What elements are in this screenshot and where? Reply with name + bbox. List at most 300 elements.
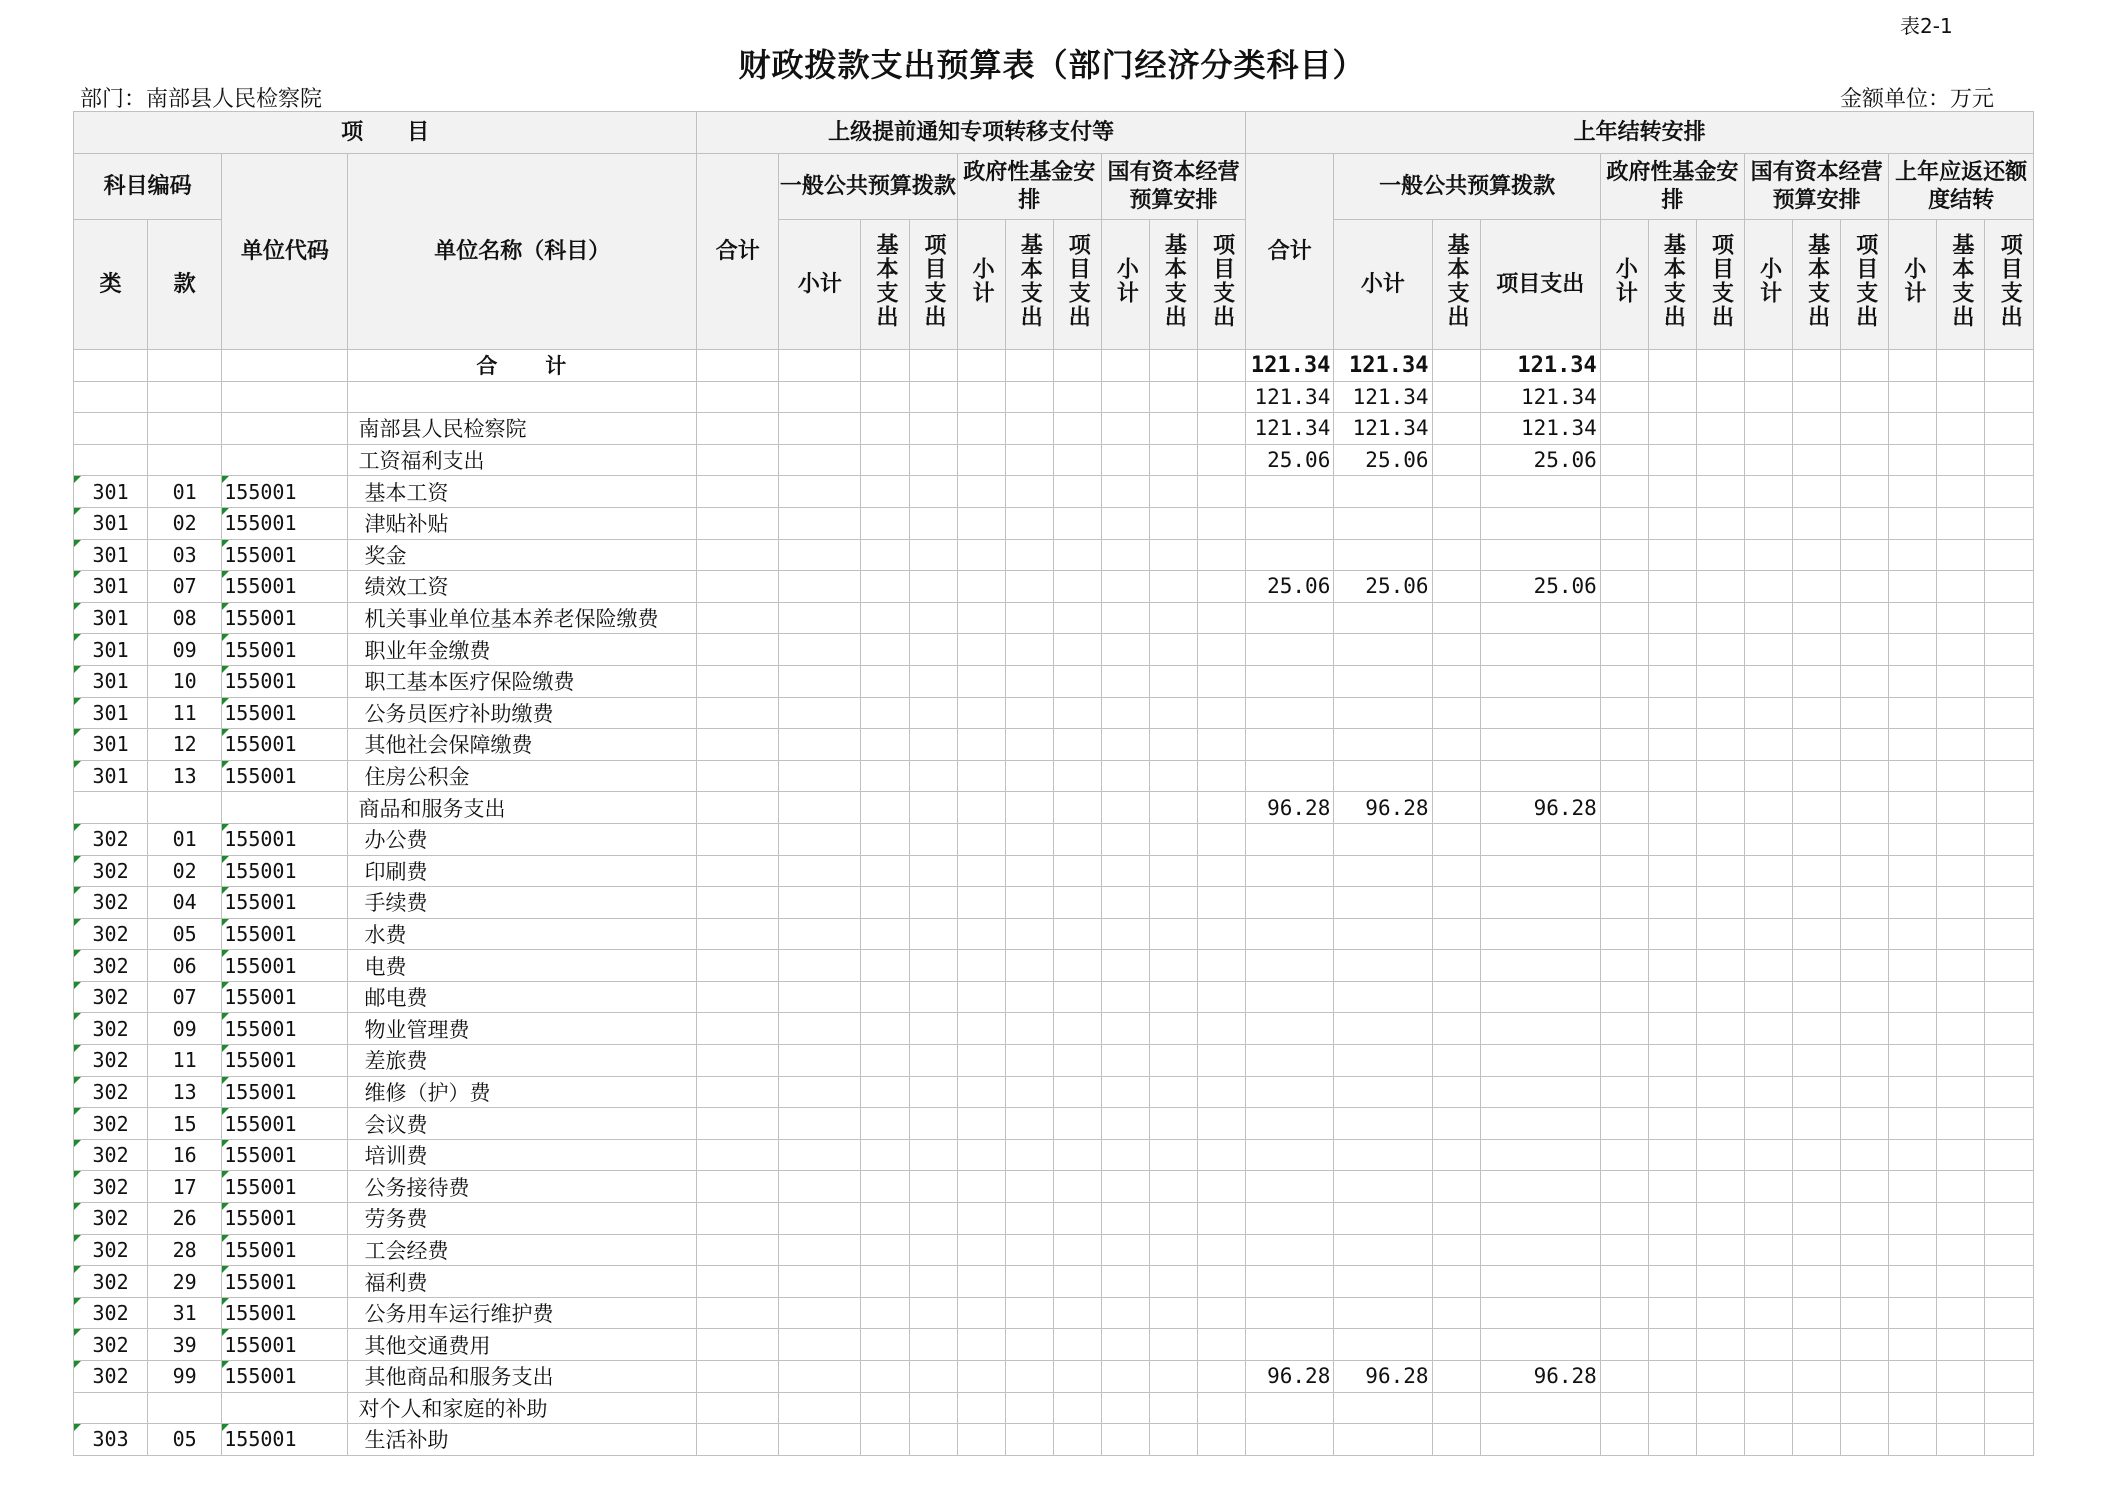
cell-amount	[779, 1234, 861, 1266]
cell-amount	[1696, 571, 1744, 603]
cell-unit-code-text: 155001	[224, 921, 297, 946]
department-label: 部门：南部县人民检察院	[80, 87, 323, 112]
cell-amount	[1937, 1234, 1985, 1266]
cell-amount	[1053, 1171, 1101, 1203]
table-header	[74, 112, 2034, 350]
header-subtotal: 小计	[1756, 256, 1782, 305]
cell-amount	[1985, 981, 2034, 1013]
cell-amount	[861, 1392, 909, 1424]
cell-project-b: 96.28	[1480, 1361, 1600, 1393]
cell-amount	[1648, 950, 1696, 982]
cell-amount	[1841, 350, 1889, 382]
cell-amount	[1197, 1139, 1245, 1171]
cell-amount	[957, 729, 1005, 761]
cell-amount	[1937, 1361, 1985, 1393]
cell-amount	[1985, 1171, 2034, 1203]
cell-amount	[779, 602, 861, 634]
cell-amount	[909, 1424, 957, 1456]
cell-kuan	[148, 350, 222, 382]
cell-project-b	[1480, 665, 1600, 697]
cell-amount	[1005, 697, 1053, 729]
cell-basic-b	[1432, 1361, 1480, 1393]
cell-amount	[1005, 792, 1053, 824]
cell-lei	[74, 507, 148, 539]
cell-amount	[1005, 665, 1053, 697]
cell-basic-b	[1432, 665, 1480, 697]
cell-amount	[1985, 1392, 2034, 1424]
cell-subtotal-b: 25.06	[1334, 444, 1432, 476]
cell-amount	[861, 1171, 909, 1203]
table-row	[74, 381, 2034, 413]
cell-marker-icon	[222, 1013, 229, 1020]
cell-amount	[1648, 507, 1696, 539]
cell-amount	[909, 760, 957, 792]
cell-marker-icon	[74, 540, 81, 547]
cell-unit-name: 生活补助	[348, 1424, 697, 1456]
cell-marker-icon	[222, 1203, 229, 1210]
cell-amount	[779, 1424, 861, 1456]
cell-amount	[957, 476, 1005, 508]
cell-amount	[1600, 1203, 1648, 1235]
cell-unit-name: 物业管理费	[348, 1013, 697, 1045]
cell-total-b: 96.28	[1246, 1361, 1334, 1393]
cell-lei	[74, 1392, 148, 1424]
cell-lei	[74, 1266, 148, 1298]
cell-amount	[1648, 1234, 1696, 1266]
cell-amount	[779, 539, 861, 571]
cell-amount	[1149, 571, 1197, 603]
cell-amount	[1841, 918, 1889, 950]
cell-unit-code	[222, 1234, 348, 1266]
cell-marker-icon	[222, 540, 229, 547]
cell-amount	[1696, 1361, 1744, 1393]
cell-amount	[1600, 507, 1648, 539]
cell-amount	[1889, 1392, 1937, 1424]
cell-total-b	[1246, 918, 1334, 950]
cell-amount	[1889, 1297, 1937, 1329]
cell-amount	[1985, 381, 2034, 413]
cell-lei-text: 302	[92, 953, 129, 978]
cell-amount	[1101, 381, 1149, 413]
cell-amount	[1745, 1234, 1793, 1266]
cell-amount	[1889, 823, 1937, 855]
cell-amount	[697, 444, 779, 476]
cell-marker-icon	[74, 1235, 81, 1242]
cell-amount	[1648, 1171, 1696, 1203]
cell-amount	[957, 981, 1005, 1013]
cell-amount	[1101, 855, 1149, 887]
cell-amount	[779, 1076, 861, 1108]
cell-amount	[957, 602, 1005, 634]
cell-unit-code-text: 155001	[224, 858, 297, 883]
cell-basic-b	[1432, 1139, 1480, 1171]
cell-amount	[779, 950, 861, 982]
cell-subtotal-b: 96.28	[1334, 1361, 1432, 1393]
table-row	[74, 1392, 2034, 1424]
cell-amount	[1197, 1392, 1245, 1424]
cell-marker-icon	[222, 919, 229, 926]
cell-amount	[1149, 855, 1197, 887]
header-basic: 基本支出	[1948, 232, 1974, 329]
cell-amount	[779, 1203, 861, 1235]
cell-amount	[1648, 1076, 1696, 1108]
cell-amount	[697, 381, 779, 413]
cell-marker-icon	[222, 603, 229, 610]
cell-amount	[1053, 760, 1101, 792]
cell-amount	[1197, 760, 1245, 792]
cell-unit-name: 工会经费	[348, 1234, 697, 1266]
cell-amount	[1197, 602, 1245, 634]
cell-unit-code	[222, 1108, 348, 1140]
cell-amount	[861, 634, 909, 666]
cell-unit-name: 劳务费	[348, 1203, 697, 1235]
table-row	[74, 539, 2034, 571]
cell-amount	[1937, 444, 1985, 476]
cell-amount	[1005, 918, 1053, 950]
cell-unit-code	[222, 981, 348, 1013]
cell-amount	[1005, 507, 1053, 539]
cell-amount	[1005, 950, 1053, 982]
cell-subtotal-b: 121.34	[1334, 413, 1432, 445]
cell-unit-code-text: 155001	[224, 1364, 297, 1389]
cell-subtotal-b: 121.34	[1334, 381, 1432, 413]
cell-total-b	[1246, 823, 1334, 855]
cell-amount	[1889, 381, 1937, 413]
cell-amount	[1696, 1171, 1744, 1203]
cell-amount	[1889, 1171, 1937, 1203]
cell-unit-code-text: 155001	[224, 1079, 297, 1104]
cell-kuan	[148, 444, 222, 476]
cell-amount	[1985, 350, 2034, 382]
cell-amount	[1648, 1297, 1696, 1329]
cell-amount	[697, 1392, 779, 1424]
cell-project-b	[1480, 887, 1600, 919]
cell-amount	[1053, 665, 1101, 697]
header-project: 项 目	[74, 112, 697, 154]
cell-lei-text: 302	[92, 1206, 129, 1231]
cell-marker-icon	[222, 1424, 229, 1431]
cell-amount	[697, 1297, 779, 1329]
cell-amount	[909, 413, 957, 445]
cell-kuan: 02	[148, 855, 222, 887]
cell-lei	[74, 1139, 148, 1171]
cell-amount	[909, 602, 957, 634]
cell-amount	[697, 665, 779, 697]
cell-amount	[1600, 1076, 1648, 1108]
cell-amount	[1101, 1424, 1149, 1456]
header-unit-code: 单位代码	[222, 154, 348, 350]
cell-amount	[957, 1139, 1005, 1171]
cell-subtotal-b	[1334, 981, 1432, 1013]
cell-amount	[1889, 1076, 1937, 1108]
cell-unit-code	[222, 1013, 348, 1045]
cell-unit-name: 奖金	[348, 539, 697, 571]
cell-amount	[1101, 444, 1149, 476]
cell-amount	[1197, 697, 1245, 729]
cell-amount	[1005, 887, 1053, 919]
cell-amount	[957, 1424, 1005, 1456]
cell-amount	[697, 760, 779, 792]
cell-lei	[74, 1297, 148, 1329]
cell-subtotal-b	[1334, 918, 1432, 950]
cell-amount	[1793, 1329, 1841, 1361]
cell-lei-text: 301	[92, 574, 129, 599]
cell-amount	[957, 1234, 1005, 1266]
cell-lei	[74, 823, 148, 855]
cell-amount	[1600, 381, 1648, 413]
cell-amount	[1600, 760, 1648, 792]
cell-amount	[779, 1139, 861, 1171]
cell-amount	[779, 792, 861, 824]
cell-kuan	[148, 792, 222, 824]
cell-amount	[1985, 602, 2034, 634]
cell-amount	[1841, 476, 1889, 508]
cell-unit-code	[222, 1171, 348, 1203]
cell-basic-b	[1432, 539, 1480, 571]
cell-total-b	[1246, 981, 1334, 1013]
cell-kuan: 07	[148, 981, 222, 1013]
cell-amount	[1793, 1424, 1841, 1456]
cell-amount	[1197, 1297, 1245, 1329]
cell-kuan: 09	[148, 634, 222, 666]
cell-amount	[1793, 1171, 1841, 1203]
cell-unit-name: 邮电费	[348, 981, 697, 1013]
cell-amount	[1648, 981, 1696, 1013]
cell-amount	[1889, 697, 1937, 729]
cell-amount	[957, 381, 1005, 413]
cell-amount	[1937, 792, 1985, 824]
cell-amount	[1889, 792, 1937, 824]
cell-amount	[861, 444, 909, 476]
cell-unit-code-text: 155001	[224, 606, 297, 631]
cell-unit-code	[222, 1424, 348, 1456]
cell-project-b	[1480, 476, 1600, 508]
cell-amount	[1793, 887, 1841, 919]
header-basic: 基本支出	[1017, 232, 1043, 329]
cell-amount	[1937, 350, 1985, 382]
cell-amount	[1149, 950, 1197, 982]
cell-amount	[1985, 1013, 2034, 1045]
cell-subtotal-b	[1334, 1076, 1432, 1108]
cell-project-b	[1480, 918, 1600, 950]
cell-amount	[1696, 1076, 1744, 1108]
header-project-exp: 项目支出	[921, 232, 947, 329]
cell-amount	[1889, 444, 1937, 476]
cell-amount	[1101, 1045, 1149, 1077]
cell-amount	[1793, 823, 1841, 855]
cell-amount	[957, 1045, 1005, 1077]
cell-amount	[1197, 1424, 1245, 1456]
cell-amount	[1745, 1076, 1793, 1108]
table-row	[74, 507, 2034, 539]
cell-unit-code	[222, 381, 348, 413]
cell-basic-b	[1432, 602, 1480, 634]
cell-marker-icon	[222, 476, 229, 483]
cell-amount	[697, 602, 779, 634]
cell-lei-text: 302	[92, 1048, 129, 1073]
cell-amount	[1889, 760, 1937, 792]
cell-amount	[1053, 918, 1101, 950]
cell-amount	[1149, 1361, 1197, 1393]
cell-amount	[1841, 1171, 1889, 1203]
header-project-exp: 项目支出	[1209, 232, 1235, 329]
cell-amount	[1841, 1045, 1889, 1077]
cell-amount	[957, 760, 1005, 792]
cell-amount	[1793, 413, 1841, 445]
cell-project-b	[1480, 1392, 1600, 1424]
cell-amount	[1745, 1139, 1793, 1171]
cell-amount	[1101, 413, 1149, 445]
cell-amount	[1101, 918, 1149, 950]
cell-amount	[1101, 1297, 1149, 1329]
cell-amount	[1600, 792, 1648, 824]
cell-amount	[1696, 950, 1744, 982]
cell-lei	[74, 539, 148, 571]
cell-kuan: 31	[148, 1297, 222, 1329]
cell-unit-name: 手续费	[348, 887, 697, 919]
cell-amount	[697, 413, 779, 445]
cell-amount	[1841, 381, 1889, 413]
cell-amount	[1053, 602, 1101, 634]
cell-amount	[1937, 1171, 1985, 1203]
cell-amount	[1101, 476, 1149, 508]
cell-unit-code-text: 155001	[224, 511, 297, 536]
table-number: 表2-1	[1900, 14, 1953, 38]
cell-amount	[1197, 476, 1245, 508]
cell-amount	[779, 729, 861, 761]
cell-amount	[1149, 444, 1197, 476]
cell-amount	[1600, 1013, 1648, 1045]
cell-amount	[1985, 665, 2034, 697]
cell-amount	[1841, 697, 1889, 729]
cell-unit-name: 公务员医疗补助缴费	[348, 697, 697, 729]
cell-amount	[1101, 1139, 1149, 1171]
cell-amount	[1053, 1329, 1101, 1361]
cell-amount	[1600, 1329, 1648, 1361]
cell-unit-code-text: 155001	[224, 1332, 297, 1357]
header-unit-name: 单位名称（科目）	[348, 154, 697, 350]
cell-kuan: 99	[148, 1361, 222, 1393]
cell-marker-icon	[74, 1361, 81, 1368]
cell-marker-icon	[222, 1235, 229, 1242]
cell-amount	[1648, 381, 1696, 413]
cell-amount	[861, 1045, 909, 1077]
cell-amount	[1793, 1297, 1841, 1329]
cell-amount	[1793, 981, 1841, 1013]
cell-amount	[1101, 950, 1149, 982]
cell-amount	[697, 1076, 779, 1108]
cell-total-b	[1246, 1108, 1334, 1140]
cell-amount	[957, 1171, 1005, 1203]
cell-unit-code	[222, 1266, 348, 1298]
cell-total-b	[1246, 1203, 1334, 1235]
cell-amount	[1745, 981, 1793, 1013]
cell-amount	[1696, 1424, 1744, 1456]
cell-amount	[1745, 476, 1793, 508]
cell-project-b	[1480, 1139, 1600, 1171]
cell-project-b	[1480, 1266, 1600, 1298]
cell-amount	[1793, 1108, 1841, 1140]
cell-total-b	[1246, 1013, 1334, 1045]
cell-amount	[909, 1139, 957, 1171]
cell-subtotal-b: 121.34	[1334, 350, 1432, 382]
cell-lei	[74, 1171, 148, 1203]
cell-unit-code	[222, 950, 348, 982]
cell-amount	[909, 665, 957, 697]
cell-amount	[861, 1139, 909, 1171]
cell-amount	[1745, 381, 1793, 413]
cell-amount	[1889, 1108, 1937, 1140]
cell-amount	[1841, 729, 1889, 761]
cell-amount	[1648, 539, 1696, 571]
cell-lei	[74, 887, 148, 919]
cell-basic-b	[1432, 918, 1480, 950]
cell-kuan: 05	[148, 918, 222, 950]
cell-amount	[1197, 350, 1245, 382]
cell-amount	[1197, 381, 1245, 413]
cell-marker-icon	[74, 666, 81, 673]
cell-subtotal-b	[1334, 950, 1432, 982]
cell-amount	[1149, 413, 1197, 445]
cell-basic-b	[1432, 760, 1480, 792]
cell-amount	[1985, 1139, 2034, 1171]
cell-amount	[957, 539, 1005, 571]
cell-amount	[1696, 476, 1744, 508]
cell-amount	[1101, 760, 1149, 792]
cell-kuan: 01	[148, 823, 222, 855]
cell-subtotal-b	[1334, 634, 1432, 666]
cell-lei-text: 301	[92, 700, 129, 725]
cell-unit-code-text: 155001	[224, 1048, 297, 1073]
cell-kuan: 01	[148, 476, 222, 508]
cell-total-b	[1246, 1297, 1334, 1329]
cell-marker-icon	[222, 1298, 229, 1305]
cell-amount	[1793, 1013, 1841, 1045]
cell-amount	[909, 697, 957, 729]
cell-unit-code-text: 155001	[224, 1237, 297, 1262]
cell-amount	[1648, 1108, 1696, 1140]
cell-amount	[957, 665, 1005, 697]
cell-unit-code-text: 155001	[224, 669, 297, 694]
cell-amount	[1005, 1139, 1053, 1171]
cell-amount	[1889, 539, 1937, 571]
cell-amount	[1745, 855, 1793, 887]
cell-amount	[1745, 507, 1793, 539]
cell-amount	[957, 1203, 1005, 1235]
cell-lei	[74, 981, 148, 1013]
cell-amount	[1841, 665, 1889, 697]
cell-amount	[1053, 1045, 1101, 1077]
cell-amount	[1600, 1392, 1648, 1424]
cell-marker-icon	[222, 666, 229, 673]
cell-subtotal-b	[1334, 823, 1432, 855]
cell-amount	[1937, 981, 1985, 1013]
cell-unit-code	[222, 413, 348, 445]
cell-amount	[1600, 918, 1648, 950]
cell-amount	[1985, 571, 2034, 603]
cell-amount	[1793, 634, 1841, 666]
cell-amount	[1005, 760, 1053, 792]
cell-amount	[697, 792, 779, 824]
cell-amount	[909, 1108, 957, 1140]
cell-lei-text: 302	[92, 921, 129, 946]
cell-amount	[1745, 697, 1793, 729]
cell-unit-code	[222, 887, 348, 919]
cell-amount	[1696, 855, 1744, 887]
cell-total-b	[1246, 665, 1334, 697]
cell-unit-code	[222, 1361, 348, 1393]
cell-marker-icon	[74, 729, 81, 736]
